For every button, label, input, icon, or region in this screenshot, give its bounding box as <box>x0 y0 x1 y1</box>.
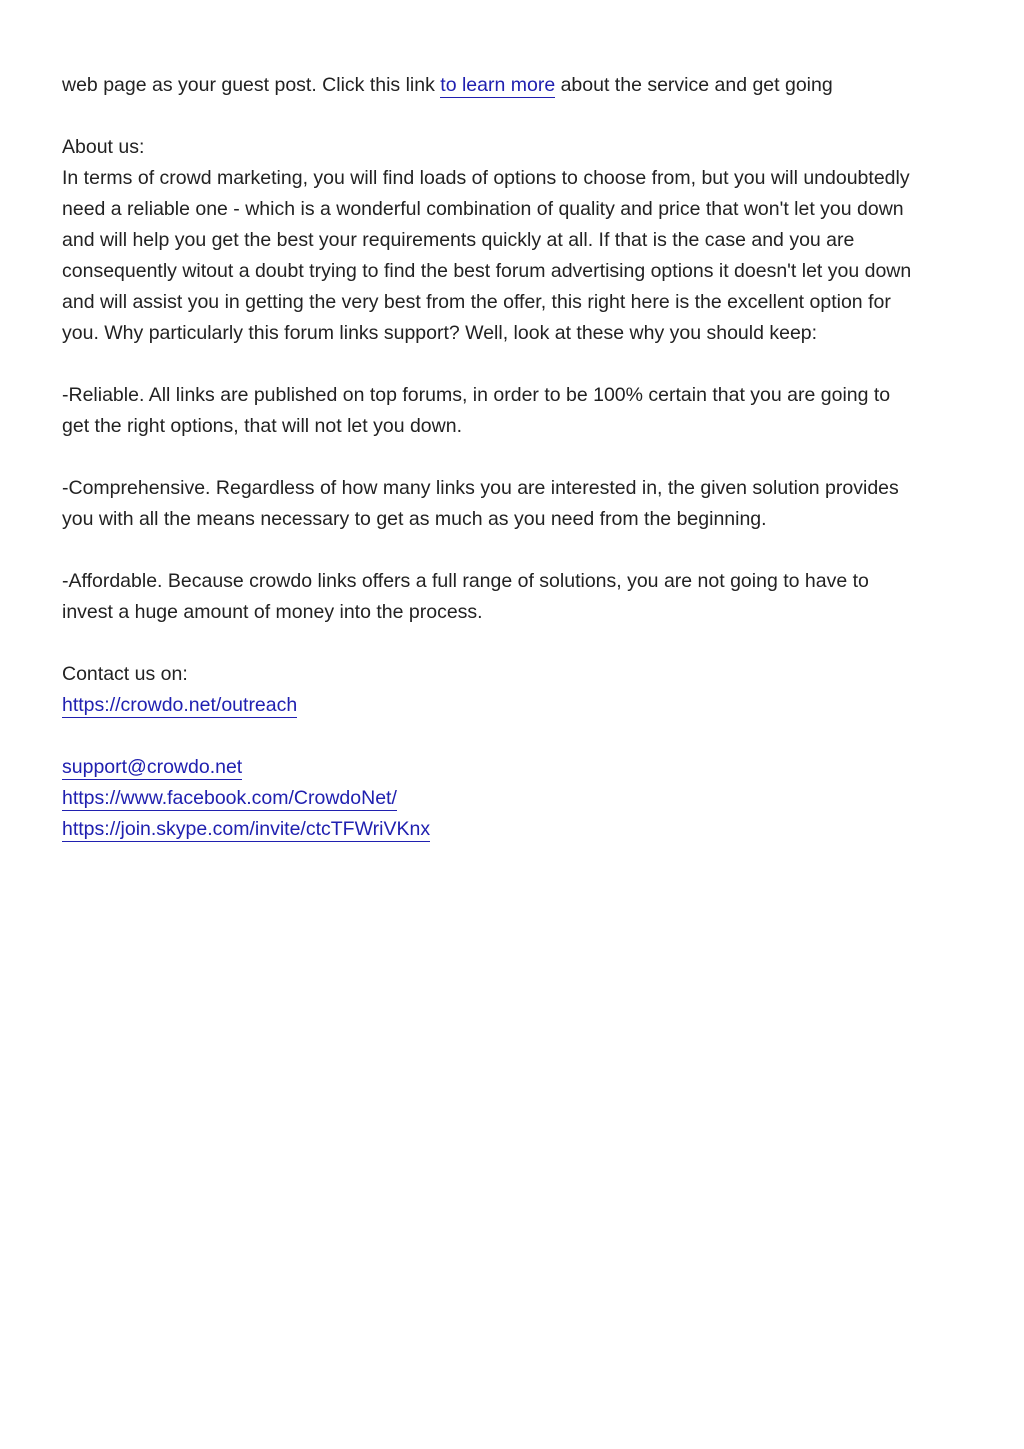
facebook-line <box>62 783 972 814</box>
point-line: get the right options, that will not let you down. <box>62 415 462 437</box>
point-line: -Comprehensive. Regardless of how many links you are interested in, the given solution provides <box>62 477 899 499</box>
skype-line <box>62 814 972 845</box>
point-line: -Affordable. Because crowdo links offers a full range of solutions, you are not going to have to <box>62 570 869 592</box>
outreach-line <box>62 690 972 721</box>
point-line: you with all the means necessary to get as much as you need from the beginning. <box>62 508 767 530</box>
learn-more-link[interactable]: to learn more <box>440 74 556 96</box>
intro-text-after: about the service and get going <box>555 74 833 96</box>
intro-paragraph <box>62 70 972 101</box>
skype-link[interactable]: https://join.skype.com/invite/ctcTFWriVKnx <box>62 818 431 840</box>
about-heading: About us: <box>62 136 145 158</box>
point-line: invest a huge amount of money into the process. <box>62 601 483 623</box>
about-line: and will assist you in getting the very best from the offer, this right here is the excellent option for <box>62 291 891 313</box>
about-line: you. Why particularly this forum links support? Well, look at these why you should keep: <box>62 322 818 344</box>
facebook-link[interactable]: https://www.facebook.com/CrowdoNet/ <box>62 787 397 809</box>
about-line: consequently witout a doubt trying to find the best forum advertising options it doesn't let you down <box>62 260 912 282</box>
point-reliable <box>62 380 972 442</box>
intro-text-before: web page as your guest post. Click this link <box>62 74 441 96</box>
outreach-link[interactable]: https://crowdo.net/outreach <box>62 694 298 716</box>
contact-heading: Contact us on: <box>62 663 188 685</box>
contact-links <box>62 752 972 845</box>
document-page <box>62 70 972 876</box>
about-line: In terms of crowd marketing, you will find loads of options to choose from, but you will undoubtedly <box>62 167 910 189</box>
about-line: and will help you get the best your requirements quickly at all. If that is the case and you are <box>62 229 855 251</box>
about-section <box>62 132 972 349</box>
point-comprehensive <box>62 473 972 535</box>
about-line: need a reliable one - which is a wonderful combination of quality and price that won't let you down <box>62 198 904 220</box>
email-link[interactable]: support@crowdo.net <box>62 756 243 778</box>
point-affordable <box>62 566 972 628</box>
point-line: -Reliable. All links are published on top forums, in order to be 100% certain that you are going to <box>62 384 891 406</box>
email-line <box>62 752 972 783</box>
contact-section <box>62 659 972 721</box>
